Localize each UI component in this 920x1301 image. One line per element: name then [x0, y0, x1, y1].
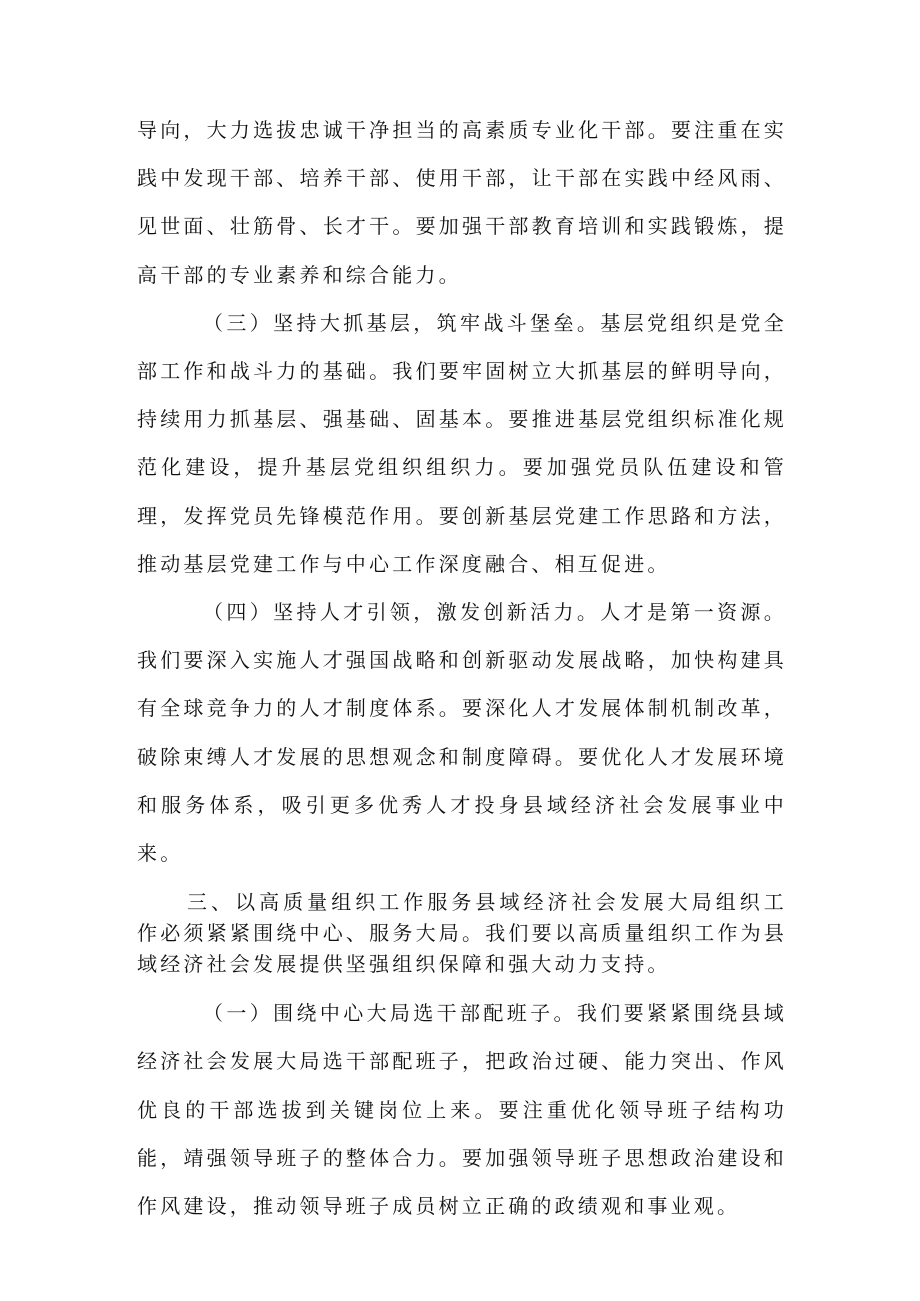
section-heading-three: 三、以高质量组织工作服务县域经济社会发展大局组织工作必须紧紧围绕中心、服务大局。我们要以高质量组织工作为县域经济社会发展提供坚强组织保障和强大动力支持。	[137, 890, 787, 977]
document-body	[137, 106, 787, 1230]
paragraph-cadre-selection-continued: 导向，大力选拔忠诚干净担当的高素质专业化干部。要注重在实践中发现干部、培养干部、使用干部，让干部在实践中经风雨、见世面、壮筋骨、长才干。要加强干部教育培训和实践锻炼，提高干部的专业素养和综合能力。	[137, 118, 787, 287]
paragraph-central-overall: （一）围绕中心大局选干部配班子。我们要紧紧围绕县域经济社会发展大局选干部配班子，把政治过硬、能力突出、作风优良的干部选拔到关键岗位上来。要注重优化领导班子结构功能，靖强领导班子的整体合力。要加强领导班子思想政治建设和作风建设，推动领导班子成员树立正确的政绩观和事业观。	[137, 1001, 787, 1219]
paragraph-talent: （四）坚持人才引领，激发创新活力。人才是第一资源。我们要深入实施人才强国战略和创新驱动发展战略，加快构建具有全球竞争力的人才制度体系。要深化人才发展体制机制改革，破除束缚人才发展的思想观念和制度障碍。要优化人才发展环境和服务体系，吸引更多优秀人才投身县域经济社会发展事业中来。	[137, 600, 787, 866]
paragraph-grassroots: （三）坚持大抓基层，筑牢战斗堡垒。基层党组织是党全部工作和战斗力的基础。我们要牢固树立大抓基层的鲜明导向，持续用力抓基层、强基础、固基本。要推进基层党组织标准化规范化建设，提升基层党组织组织力。要加强党员队伍建设和管理，发挥党员先锋模范作用。要创新基层党建工作思路和方法，推动基层党建工作与中心工作深度融合、相互促进。	[137, 310, 787, 576]
